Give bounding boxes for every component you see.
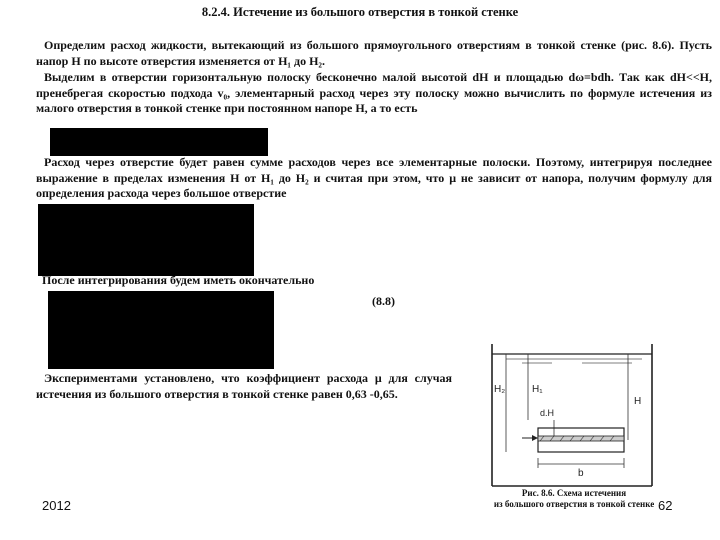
paragraph-intro: Определим расход жидкости, вытекающий из большого прямоугольного отверстиям в тонкой стенке (рис. 8.6). Пусть напор H по высоте отверстия изменяется от H₁ до H₂. <box>36 38 712 68</box>
paragraph-experiment: Экспериментами установлено, что коэффициент расхода μ для случая истечения из большого отверстия в тонкой стенке равен 0,63 -0,65. <box>36 371 452 401</box>
paragraph-after-integration: После интегрирования будем иметь окончательно <box>42 273 315 287</box>
paragraph-integration: Расход через отверстие будет равен сумме расходов через все элементарные полоски. Поэтому, интегрируя последнее выражение в пределах изменения H от H₁ до H₂ и считая при этом, что μ не зависит от напора, получим формулу для определения расхода через большое отверстие <box>36 155 712 200</box>
formula-elementary-flow <box>50 128 268 156</box>
footer-year: 2012 <box>42 498 71 513</box>
formula-result <box>48 291 274 369</box>
section-title: 8.2.4. Истечение из большого отверстия в тонкой стенке <box>201 5 519 19</box>
h-label: H <box>634 396 642 407</box>
figure-caption-line1: Рис. 8.6. Схема истечения <box>521 488 627 498</box>
h1-label: H₁ <box>532 384 543 395</box>
b-label: b <box>578 468 584 479</box>
page-number: 62 <box>658 498 673 513</box>
figure-caption <box>456 488 692 510</box>
paragraph-strip: Выделим в отверстии горизонтальную полоску бесконечно малой высотой dH и площадью dω=bdh. Так как dH<<H, пренебрегая скоростью подхода v₀, элементарный расход через эту полоску можно вычислить по формуле истечения из малого отверстия в тонкой стенке при постоянном напоре H, а то есть <box>36 70 712 115</box>
h2-label: H₂ <box>494 384 506 395</box>
large-orifice-diagram <box>482 340 666 490</box>
equation-number: (8.8) <box>372 294 395 308</box>
dh-label: d.H <box>540 408 555 418</box>
figure-caption-line2: из большого отверстия в тонкой стенке <box>493 499 655 509</box>
formula-integral <box>38 204 254 276</box>
